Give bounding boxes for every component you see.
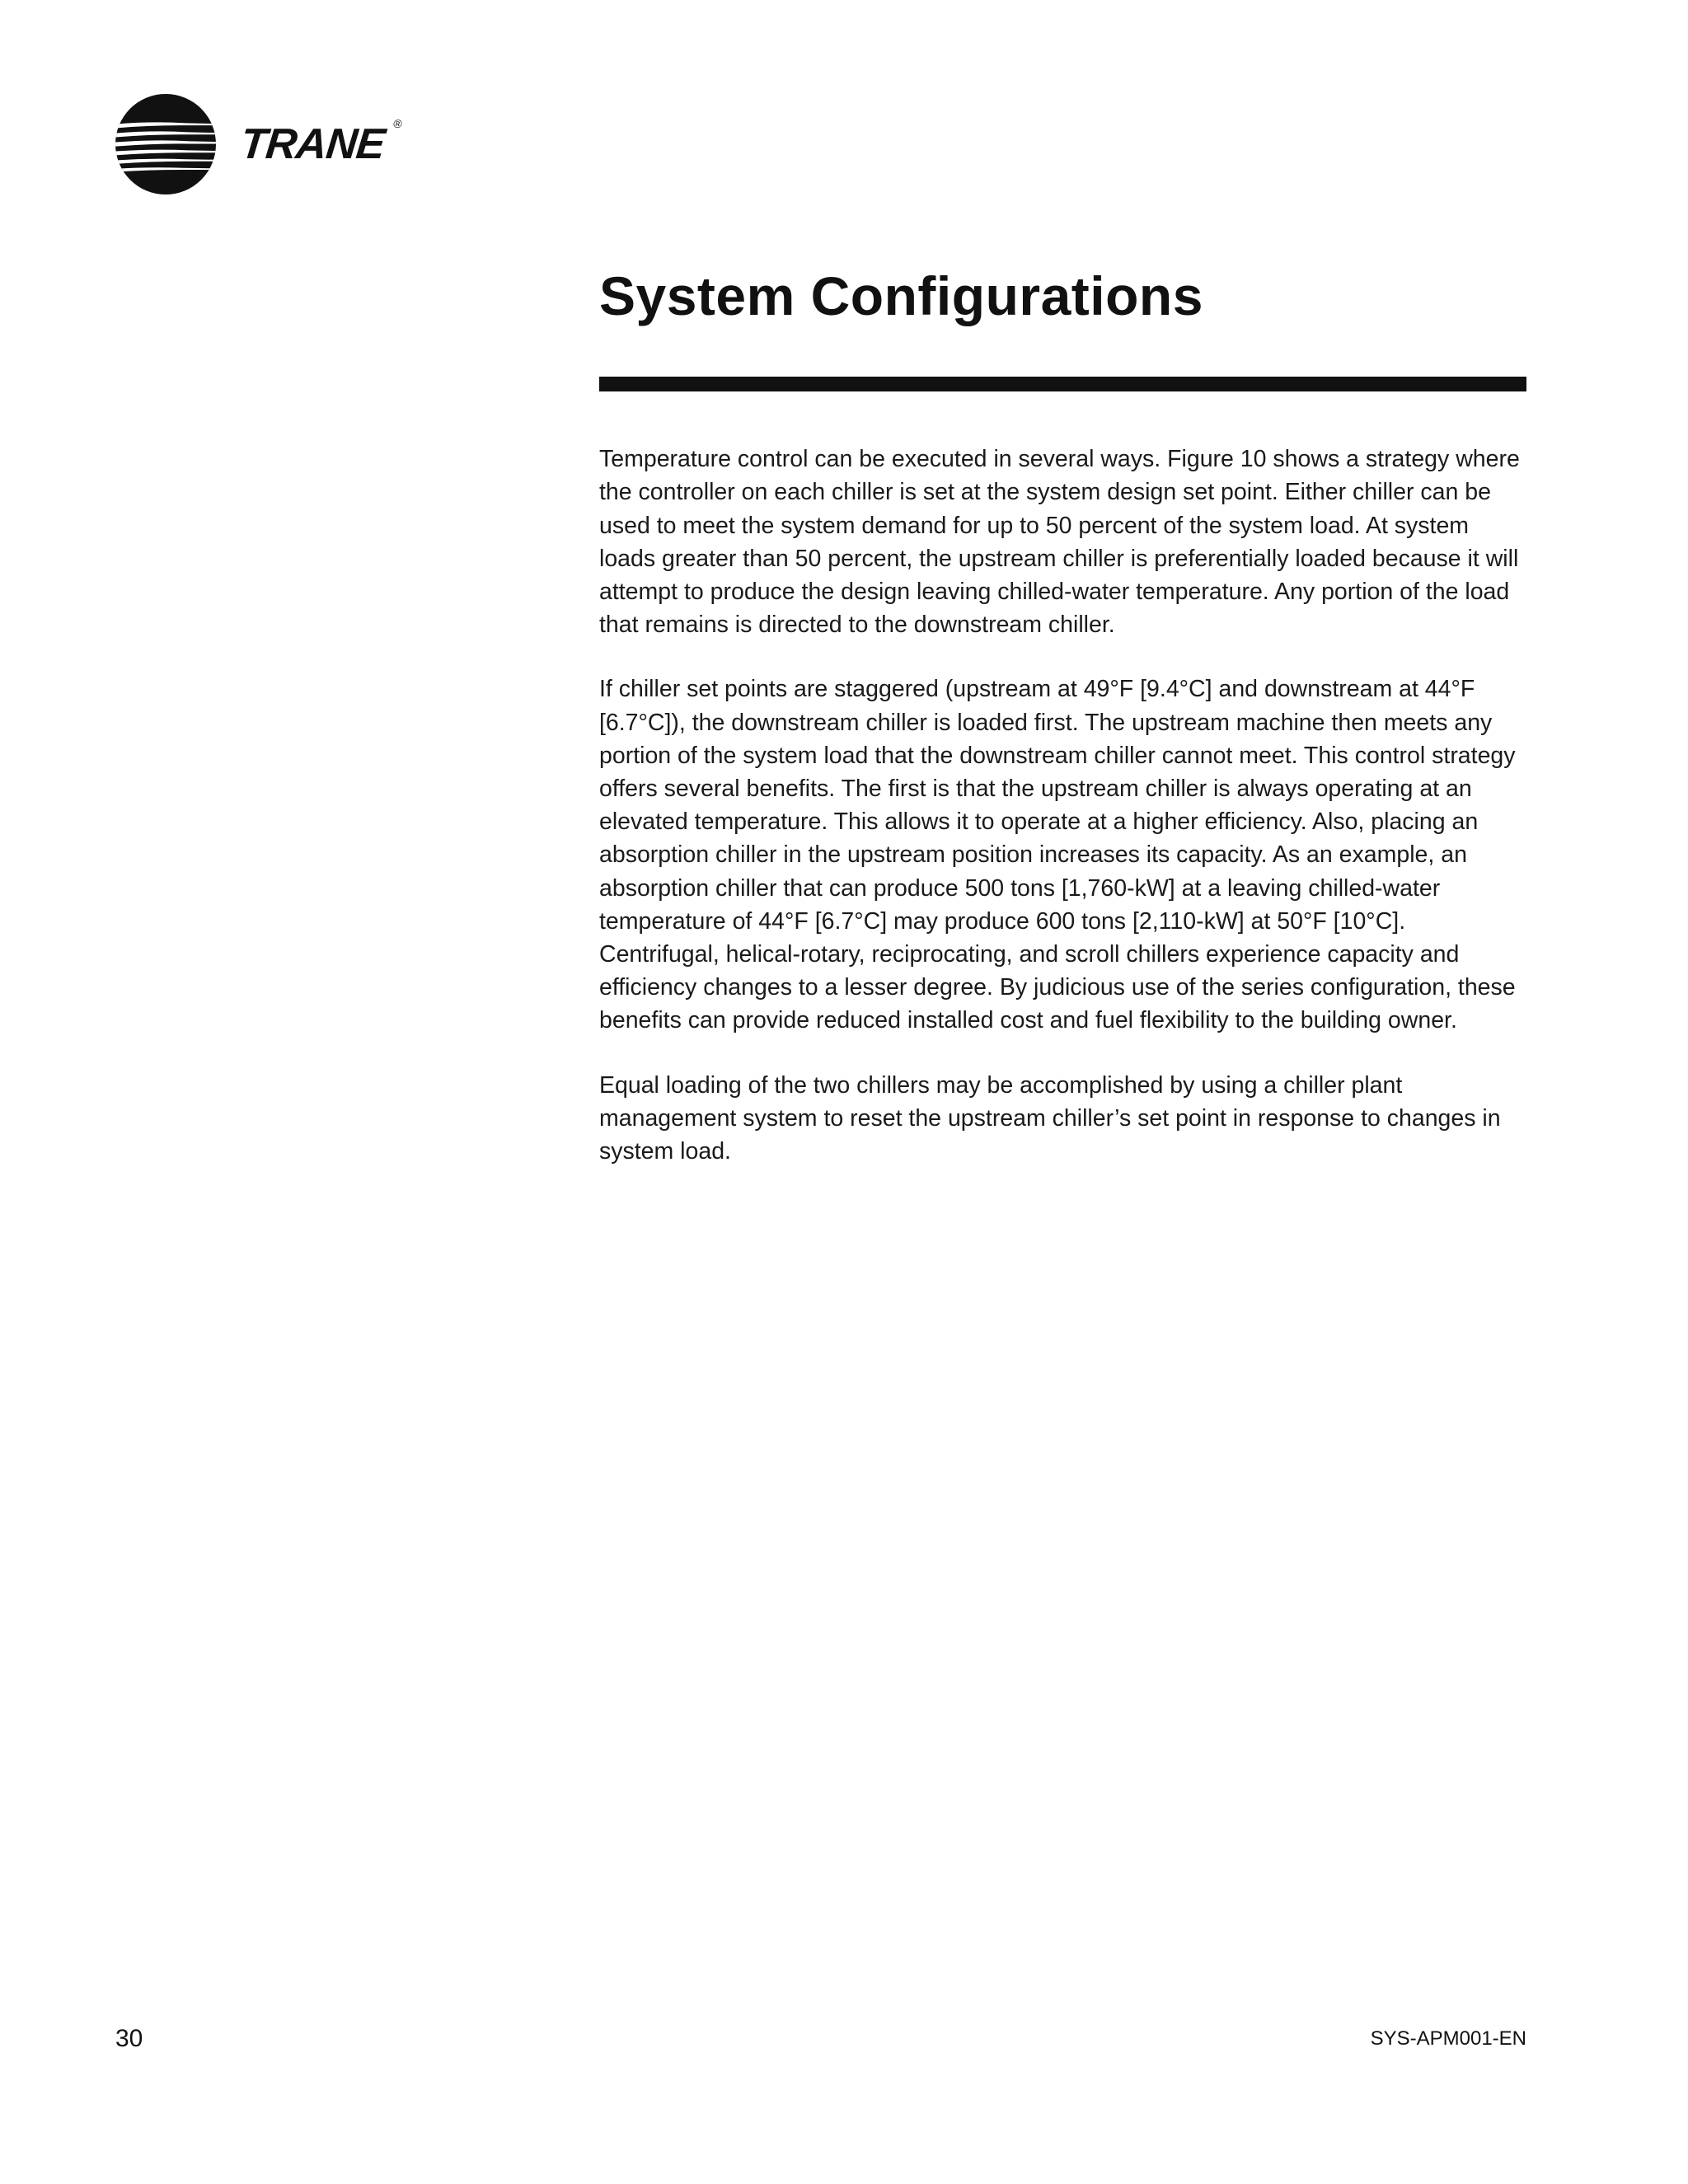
main-content — [599, 264, 1526, 1199]
page-number: 30 — [115, 2025, 143, 2052]
page-title: System Configurations — [599, 265, 1203, 326]
title-rule — [599, 377, 1526, 391]
registered-mark: ® — [392, 117, 402, 130]
paragraph-temperature-control: Temperature control can be executed in several ways. Figure 10 shows a strategy where the controller on each chiller is set at the system design set point. Either chiller can be used to meet the system demand for up to 50 percent of the system load. At system loads greater than 50 percent, the upstream chiller is preferentially loaded because it will attempt to produce the design leaving chilled-water temperature. Any portion of the load that remains is directed to the downstream chiller. — [599, 446, 1520, 639]
document-code: SYS-APM001-EN — [1370, 2027, 1526, 2050]
trane-wordmark — [237, 117, 402, 168]
trane-wordmark-text: TRANE — [237, 120, 387, 168]
paragraph-staggered-set-points: If chiller set points are staggered (upstream at 49°F [9.4°C] and downstream at 44°F [6.7°C]), the downstream chiller is loaded first. The upstream machine then meets any portion of the system load that the downstream chiller cannot meet. This control strategy offers several benefits. The first is that the upstream chiller is always operating at an elevated temperature. This allows it to operate at a higher efficiency. Also, placing an absorption chiller in the upstream position increases its capacity. As an example, an absorption chiller that can produce 500 tons [1,760-kW] at a leaving chilled-water temperature of 44°F [6.7°C] may produce 600 tons [2,110-kW] at 50°F [10°C]. Centrifugal, helical-rotary, reciprocating, and scroll chillers experience capacity and efficiency changes to a lesser degree. By judicious use of the series configuration, these benefits can provide reduced installed cost and fuel flexibility to the building owner. — [599, 676, 1516, 1034]
body-text — [599, 443, 1526, 1168]
trane-circle-logo-icon — [115, 94, 216, 194]
trane-logo — [115, 94, 429, 194]
paragraph-equal-loading: Equal loading of the two chillers may be accomplished by using a chiller plant management system to reset the upstream chiller’s set point in response to changes in system load. — [599, 1071, 1501, 1165]
